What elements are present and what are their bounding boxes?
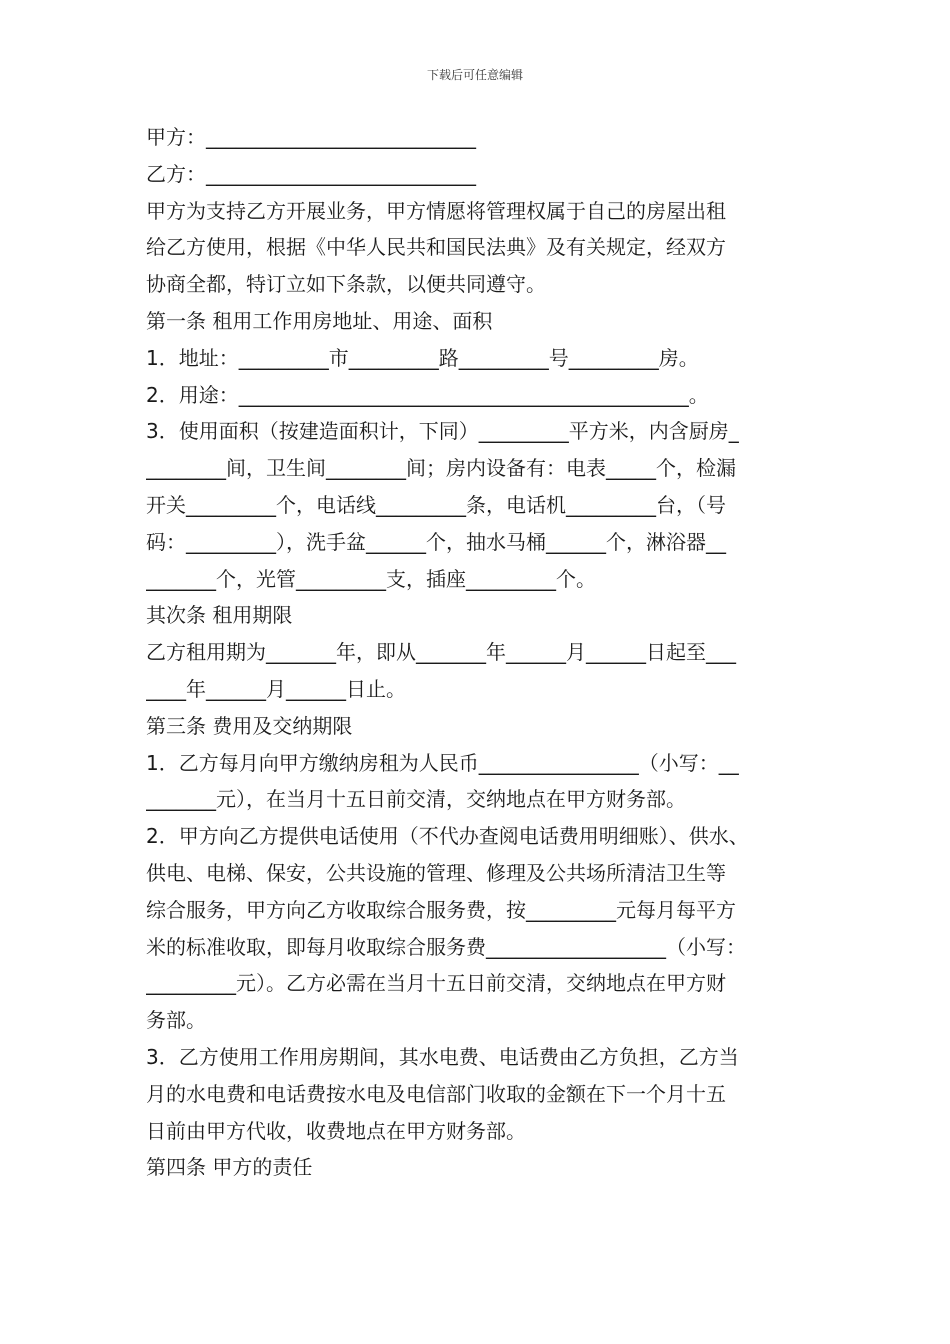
clause-line: 3．乙方使用工作用房期间，其水电费、电话费由乙方负担，乙方当	[146, 1044, 739, 1069]
preamble-line: 甲方为支持乙方开展业务，甲方情愿将管理权属于自己的房屋出租	[146, 198, 726, 223]
clause-line: 务部。	[146, 1008, 206, 1033]
clause-line: 日前由甲方代收，收费地点在甲方财务部。	[146, 1118, 526, 1143]
contract-body	[146, 119, 826, 1186]
clause-line: 2．甲方向乙方提供电话使用（不代办查阅电话费用明细账）、供水、	[146, 824, 749, 849]
clause-line: ____年______月______日止。	[146, 676, 406, 701]
article-heading: 第四条 甲方的责任	[146, 1155, 313, 1180]
clause-line: _________元）。乙方必需在当月十五日前交清，交纳地点在甲方财	[146, 971, 726, 996]
clause-line: _______元），在当月十五日前交清，交纳地点在甲方财务部。	[146, 787, 686, 812]
clause-line: _______个，光管_________支，插座_________个。	[146, 566, 596, 591]
clause-line: 2．用途：_____________________________________________。	[146, 382, 709, 407]
preamble-line: 协商全都，特订立如下条款，以便共同遵守。	[146, 272, 546, 297]
clause-line: 开关_________个，电话线_________条，电话机_________台，（号	[146, 492, 726, 517]
article-heading: 第一条 租用工作用房地址、用途、面积	[146, 308, 493, 333]
clause-line: 综合服务，甲方向乙方收取综合服务费，按_________元每月每平方	[146, 897, 736, 922]
party-b-line: 乙方：___________________________	[146, 161, 476, 186]
clause-line: 米的标准收取，即每月收取综合服务费__________________（小写：	[146, 934, 746, 959]
page-header-note: 下载后可任意编辑	[426, 68, 523, 82]
clause-line: 供电、电梯、保安，公共设施的管理、修理及公共场所清洁卫生等	[146, 860, 726, 885]
article-heading: 第三条 费用及交纳期限	[146, 713, 353, 738]
clause-line: 月的水电费和电话费按水电及电信部门收取的金额在下一个月十五	[146, 1081, 726, 1106]
clause-line: 乙方租用期为_______年，即从_______年______月______日起至___	[146, 640, 736, 665]
clause-line: 1．乙方每月向甲方缴纳房租为人民币________________（小写：__	[146, 750, 739, 775]
clause-line: 1．地址：_________市_________路_________号_________房。	[146, 345, 699, 370]
preamble-line: 给乙方使用，根据《中华人民共和国民法典》及有关规定，经双方	[146, 235, 726, 260]
clause-line: ________间，卫生间________间；房内设备有：电表_____个，检漏	[146, 456, 736, 481]
clause-line: 3．使用面积（按建造面积计，下同）_________平方米，内含厨房_	[146, 419, 739, 444]
party-a-line: 甲方：___________________________	[146, 125, 476, 149]
clause-line: 码：_________），洗手盆______个，抽水马桶______个，淋浴器__	[146, 529, 726, 554]
article-heading: 其次条 租用期限	[146, 603, 293, 628]
